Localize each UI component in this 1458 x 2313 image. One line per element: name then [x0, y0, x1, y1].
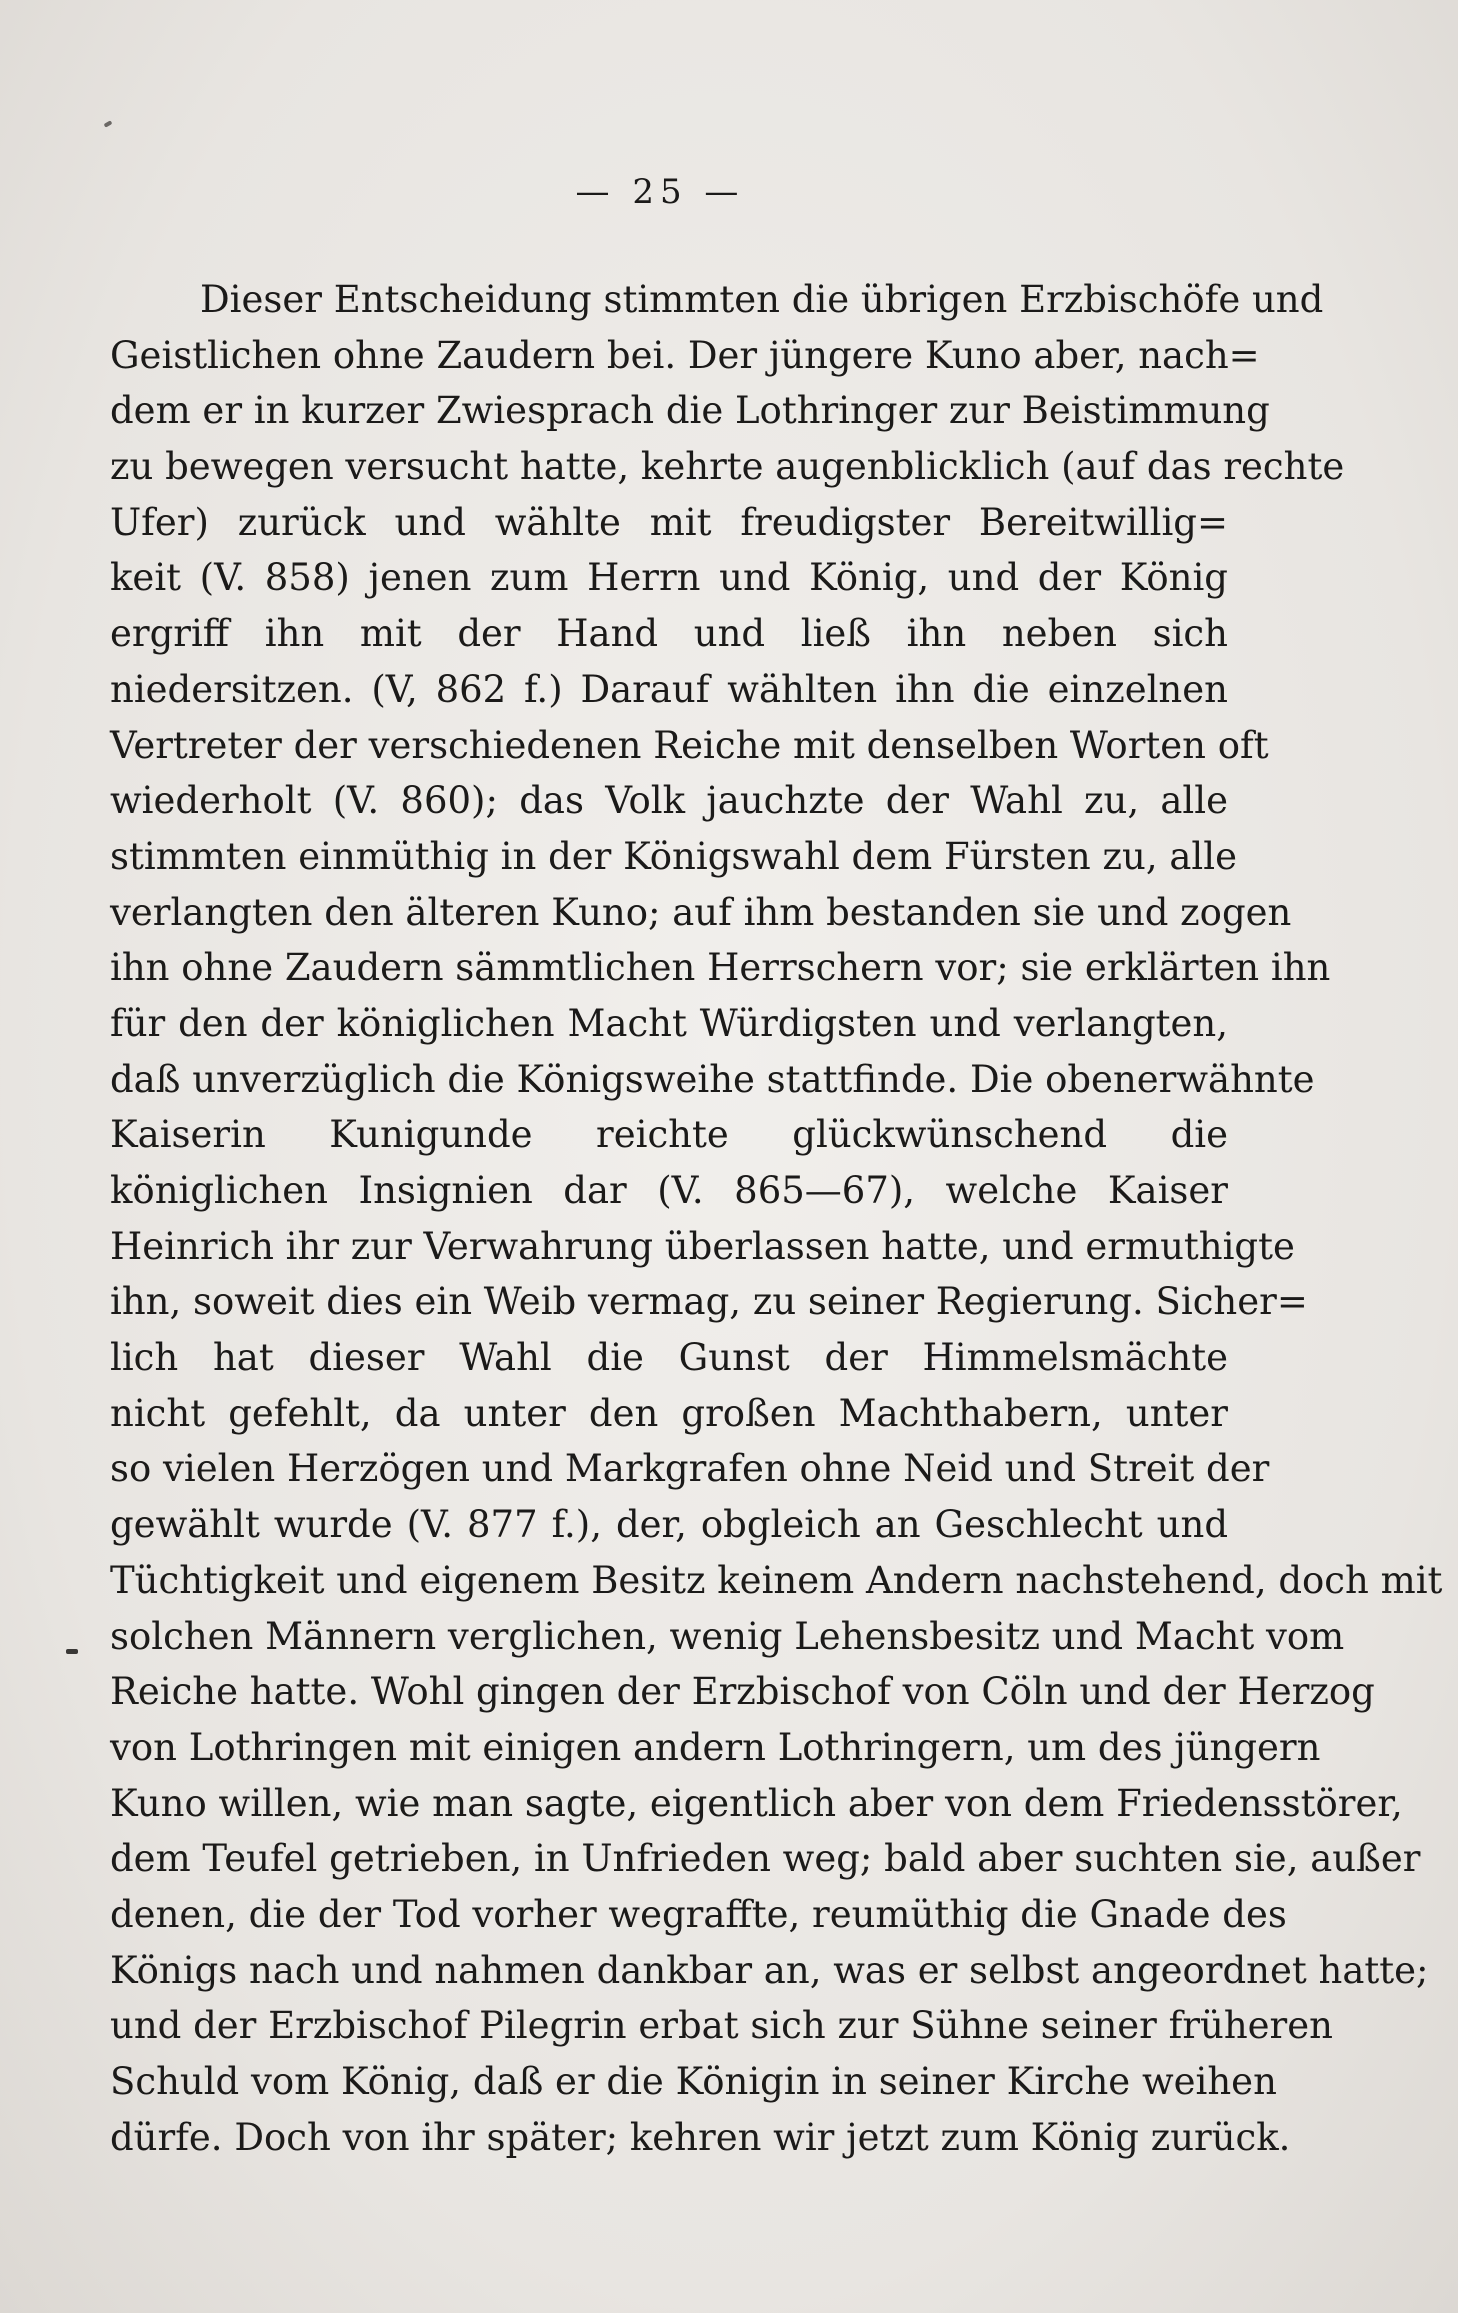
text-line: Tüchtigkeit und eigenem Besitz keinem Andern nachstehend, doch mit	[110, 1558, 1443, 1602]
text-line: so vielen Herzögen und Markgrafen ohne Neid und Streit der	[110, 1447, 1270, 1491]
text-line: solchen Männern verglichen, wenig Lehensbesitz und Macht vom	[110, 1614, 1345, 1658]
text-line: nicht gefehlt, da unter den großen Machthabern, unter	[110, 1391, 1228, 1435]
text-line: königlichen Insignien dar (V. 865—67), welche Kaiser	[110, 1169, 1228, 1212]
text-line: für den der königlichen Macht Würdigsten und verlangten,	[110, 1001, 1228, 1045]
stray-ink-mark	[104, 120, 113, 127]
text-line: gewählt wurde (V. 877 f.), der, obgleich an Geschlecht und	[110, 1503, 1228, 1547]
text-line: verlangten den älteren Kuno; auf ihm bestanden sie und zogen	[110, 890, 1292, 934]
text-line: Reiche hatte. Wohl gingen der Erzbischof von Cöln und der Herzog	[110, 1670, 1375, 1714]
text-line: keit (V. 858) jenen zum Herrn und König, und der König	[110, 556, 1228, 600]
body-paragraph	[110, 272, 1443, 2165]
text-line: Dieser Entscheidung stimmten die übrigen Erzbischöfe und	[200, 278, 1324, 321]
text-line: wiederholt (V. 860); das Volk jauchzte der Wahl zu, alle	[110, 779, 1228, 823]
text-line: lich hat dieser Wahl die Gunst der Himmelsmächte	[110, 1336, 1228, 1380]
text-line: Kaiserin Kunigunde reichte glückwünschend die	[110, 1113, 1228, 1157]
text-line: Königs nach und nahmen dankbar an, was er selbst angeordnet hatte;	[110, 1948, 1429, 1992]
text-line: ihn ohne Zaudern sämmtlichen Herrschern vor; sie erklärten ihn	[110, 946, 1331, 990]
text-line: stimmten einmüthig in der Königswahl dem Fürsten zu, alle	[110, 834, 1237, 878]
text-line: von Lothringen mit einigen andern Lothringern, um des jüngern	[110, 1725, 1321, 1769]
text-line: dürfe. Doch von ihr später; kehren wir jetzt zum König zurück.	[110, 2115, 1291, 2159]
text-line: Ufer) zurück und wählte mit freudigster Bereitwillig=	[110, 500, 1228, 544]
text-line: zu bewegen versucht hatte, kehrte augenblicklich (auf das rechte	[110, 445, 1345, 489]
text-line: niedersitzen. (V, 862 f.) Darauf wählten ihn die einzelnen	[110, 667, 1228, 711]
text-line: ihn, soweit dies ein Weib vermag, zu seiner Regierung. Sicher=	[110, 1280, 1308, 1324]
text-line: Heinrich ihr zur Verwahrung überlassen hatte, und ermuthigte	[110, 1224, 1295, 1268]
text-line: ergriff ihn mit der Hand und ließ ihn neben sich	[110, 612, 1228, 656]
text-line: dem er in kurzer Zwiesprach die Lothringer zur Beistimmung	[110, 389, 1270, 433]
text-line: Vertreter der verschiedenen Reiche mit denselben Worten oft	[110, 723, 1269, 767]
page-number: — 25 —	[575, 172, 745, 212]
margin-mark	[66, 1649, 78, 1654]
text-line: Kuno willen, wie man sagte, eigentlich aber von dem Friedensstörer,	[110, 1781, 1403, 1825]
text-line: Schuld vom König, daß er die Königin in seiner Kirche weihen	[110, 2060, 1277, 2103]
text-line: daß unverzüglich die Königsweihe stattfinde. Die obenerwähnte	[110, 1057, 1315, 1101]
text-line: Geistlichen ohne Zaudern bei. Der jüngere Kuno aber, nach=	[110, 333, 1260, 377]
text-line: denen, die der Tod vorher wegraffte, reumüthig die Gnade des	[110, 1892, 1287, 1936]
text-line: dem Teufel getrieben, in Unfrieden weg; bald aber suchten sie, außer	[110, 1837, 1421, 1881]
text-line: und der Erzbischof Pilegrin erbat sich zur Sühne seiner früheren	[110, 2004, 1333, 2048]
